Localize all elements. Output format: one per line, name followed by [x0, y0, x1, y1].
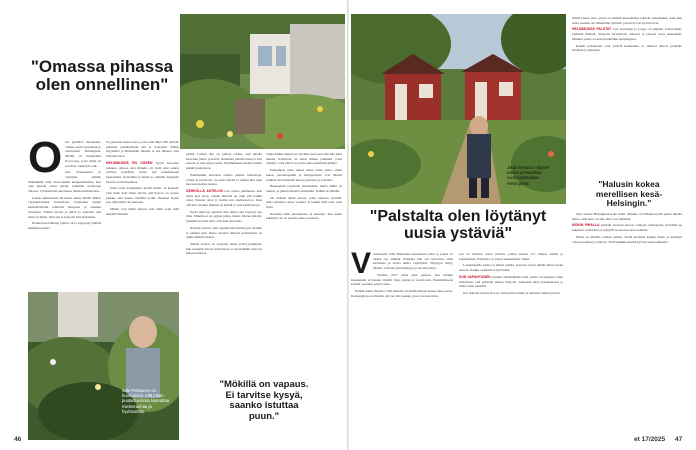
right-top-photo	[351, 14, 566, 204]
left-col4-p5: Kesäisin istun puutarhassa ja katselen, kun kukat kukkivat. Se on parasta aikaa vuodesta.	[266, 211, 342, 221]
right-col3-lead: HELSINKISSÄ PALSTAT	[572, 27, 612, 32]
right-col3-p1: Nämä pienet asiat, joissa on elämän kiertokulku, tekevät onnelliseksi. Aina kun sataa, kastelu on vähemmän työlästä, ja kasvit ovat hyvinvoivia.	[572, 16, 682, 25]
left-col4-p3: Helsingissä taputtelin maalauksia, mutta täällä on rauhaa, ja jaksan ulkoilla enemmän. Kaikki on lähellä.	[266, 184, 342, 193]
right-col2-lead: KUN VAPAHTUNEN	[459, 274, 491, 279]
right-col2-p4: Nyt minulle tuottaa iloa se, että kylvän taimet ja katselen niiden kasvua.	[463, 290, 561, 295]
left-col1-p4: Elokuvassa lähtenyt päätös oli jo kypsynyt päättää kaikkien kanssa.	[28, 221, 101, 230]
left-col3-p2: Edelleenkin kasvatan omalla pihalla tomaatteja, yrttejä ja perunoita. Se antaa mieltä ja rauhaa kun saan itse kasvatettua ruokaa.	[186, 172, 262, 187]
right-col2-p1: sen on löytänyt uusia ystäviä, joiden kanssa voi vaihtaa taimia ja kokemuksia. Palstoilla on paljon kaikenlaista väkeä.	[459, 252, 563, 261]
right-col3-lead2: MÖKIN PIHALLA	[572, 223, 600, 228]
right-col-3-top	[572, 16, 682, 174]
right-col-2	[459, 252, 563, 440]
left-col-3	[186, 152, 262, 386]
right-dropcap: V	[351, 252, 372, 280]
page-gutter	[347, 0, 349, 450]
right-col3-p6: Palsta on minulle rauhan paikka. Siellä unohdan kaiken muun ja keskityn vain kasveihin ja ystäviin. Vielä tänäkin kesänä kylvän uusia lajikkeita.	[572, 234, 682, 244]
right-col3-p5: palstani vieressä kasvaa vanhoja omenapuita. Keväällä ne kukkivat valkoisina ja syksyllä ne antavat satoa kaikille.	[572, 223, 682, 233]
left-col-1	[28, 140, 101, 310]
right-col1-p3: Kaikki tuntui ihanalta, sillä minulla oli mahdollisuus hoitaa omaa palaa. Kaupungissa on tärkeää, että on oma paikka, jossa voi kasvattaa.	[351, 288, 453, 298]
right-photo-caption: Jatta Heinänen viljelee kukkia ja kasviksia vuokrapalstallaan Helsingissä.	[507, 165, 550, 186]
right-folio: et 17/2025	[634, 436, 666, 443]
left-col1-p2: kuu maaseutuun ja oleelliset elämän tärkeimmät asiat. Kasvoimme kaupunkilaisina, kun oma lapseni olivat pieniä, asuimme rivitalossa Salossa. Työskentelin autoalassa mainostoimistoissa.	[28, 170, 101, 194]
left-col2-lead: HELSINKISSÄ EN OSKEN	[106, 160, 153, 165]
left-col3-lead: SÄHKÖLLÄ ASTELLIN	[186, 188, 223, 193]
left-dropcap: O	[28, 140, 63, 182]
right-col3-p2: ovat suosittuja ja jonoja on pitkään. Palstaviljely yhdistää ihmisiä. Naapurit tervehtivät, auttavat ja jakavat satoa keskenään. Minulle palsta on kuin kesämökki kaupungissa.	[572, 27, 682, 41]
right-pullquote: "Halusin kokea merellisen kesä-Helsingin."	[595, 179, 663, 208]
left-col1-p3: Lasten aikuistuessa 90-luvun alussa lähdin SPR:n vapaaehtoiseksi Namibiaan. Palattuani menin kansainvälisiin tehtäviin Kenyaan ja takaisin Suomeen. Tämän kivojä ja päivä ja ajattelin, että tässä on ihana. Otin sen ja kannoin sitä mukanani.	[28, 195, 101, 219]
left-col-4	[266, 152, 342, 382]
left-headline: "Omassa pihassa olen onnellinen"	[30, 57, 174, 94]
right-col-3-bottom	[572, 212, 682, 434]
left-pullquote: "Mökillä on vapaus. Ei tarvitse kysyä, saanko istuttaa puun."	[219, 379, 309, 422]
left-page-number: 46	[14, 436, 22, 443]
left-col2-p3: Etsin uutta kotipaikkaa kesäll tuntin. Ja kaipasin vain lisää. Kun sitten selvisi, että Porvoo on sopiva paikka, sain kauan etsimäni kodin. Onneksi löysin sen, sillä siellä oli puutarha.	[106, 186, 179, 205]
left-col3-p4: Ensin minä en ajatellut sitä, mutta olin löytänyt sen tilan. Minulle ei ole paljon pihaa, mutta viljelen pihalla. Tykkään kovasti siitä, että saan kasvattaa.	[186, 209, 262, 224]
right-page-number: 47	[675, 436, 683, 443]
right-col2-p3: jouduin vähentämään töitä, palsta oli pelastus. Olen kiitollinen, että palstalle pääsee helposti. Aamuisin käyn kastelemassa ja illalla istun penkillä.	[459, 274, 563, 289]
left-col2-p4: Minkä ovat tähän aikaan, kun tämä sopii tällä hetkellä tärkeää.	[106, 207, 179, 216]
left-col3-p5: Kasvien kanssa olen oppinut kärsivällisyyttä. Kaikki ei onnistu heti, mutta vuosien mittaan puutarhasta on tullut minulle tärkeä.	[186, 225, 262, 240]
right-col3-p3: Kaikki palstalaiset ovat ystäviä keskenään, ja yhteiset talkoot pidetään keväisin ja syksyisin.	[572, 43, 682, 53]
left-col4-p2: Puutarhaan tulee laittaa sinne tänne puita. Omat kukat, perennapenkit ja marjapensaat ovat lähellä sydäntä. Kasvimaalla kasvaa perunaa ja salaattia.	[266, 168, 342, 182]
left-col3-p3: tein olleen päätöksen, kun myin koti talon, vaikka minulla on ollut yhä kaikki rahat. Nauran talon ja tiedän sen olemassaolon. Kun olin itse, muutin minusta ja kyläni ja vein kyläni tiloja.	[186, 188, 262, 208]
left-col-2	[106, 140, 179, 290]
left-top-photo	[180, 14, 345, 149]
left-col3-p1: päättä. Lamen alta oli palkon roskaa, että pihalla kasvanut juuret ja kasvit. Ratkaisin pihalle uusia ja loin aarteen ja tein paljon uutta. Ensimmäisen kevään istutin kaikki puutarhaan.	[186, 152, 262, 171]
right-col-1	[351, 252, 453, 440]
right-col3-p4: Olen asunut Helsingissä koko ikäni. Minulle oli tärkeää löytää palsta läheltä merta, sillä meri on aina ollut osa elämääni.	[572, 212, 682, 221]
left-col4-p1: Tämä kaikki tuntuu nyt hyvältä, kun saan elää niin kuin haluan. Kodistani on tullut minun paikkani, jossa viihdyn. Joka päivä on jotain uutta tekemistä pihalla.	[266, 152, 342, 166]
right-col1-p2: Vuonna 2017 minä hain palstaa, kun muutin kaupunkiin ja halusin viljellä. Sain palstan ja aloitin heti. Ensimmäisenä kesänä opettelin paljon uutta.	[351, 272, 453, 287]
left-bottom-photo	[28, 292, 179, 440]
left-col2-p2: hyvin kasvanut paikkaa. Alussa, kun minulla oli vielä ollut suuria ystäviä, pyöräilin, kävin sitä hankkiessani kanssalleni. Kotiuduin ja tunsin jo pitkään. Kaipasin luontoa ja maalaamista.	[106, 160, 179, 184]
left-col2-p1: tä, jaksaisin hoitaa taloa, jossa olisi lähes 200 neliötä, piakasin paaluttamaan sitä ja luottaisin. Päätin myymällä ja Helsinkiin muutin ja sen jälkeen olen hoitanut taloa.	[106, 140, 179, 159]
right-col2-p2: Lastenlapsille palsta on tärkeä paikka, jossa he saavat nähdä, miten ruoka kasvaa. Kaikki osallistuvat kylvöihin.	[459, 263, 563, 273]
left-photo-caption: Sole Pekkanen on huomannut, että pihan puutarhanhoito kasvattaa mielenrauhaa ja hyvinvointia.	[122, 388, 170, 414]
left-col3-p6: Näissä oloissa on syntynyt uusia ystävyyssuhteita, kun naapurit tulevat katsomaan ja kyselemään neuvoja pihan hoidossa.	[186, 241, 262, 256]
right-col1-p1: aahtoiselle Jatta Heinäselle kasvimaan laitto ja palsta on tärkeä osa elämää. Palstalla hän saa kasvattaa omia kasviksia ja tavata muita viljelijöitä. Viljelyyn liittyy hänelle vahvasti yhteisöllisyys ja luontoyhteys.	[373, 252, 453, 271]
right-headline: "Palstalta olen löytänyt uusia ystäviä"	[369, 208, 547, 242]
left-col4-p4: On tärkeää tehdä asioita, jotka tuntuvat hyvältä. Oma puutarha antaa voimaa, ja kaikki mitä teen, teen ilolla.	[266, 195, 342, 210]
left-col1-p1: len pusillisti maalannut, vaikka asuin lapsuuteni ja nuoruuteni Helsingissä. Meillä oli kesämökki Porvoossa, josta minä oli kotoisin. Siellä jäi vaik-	[65, 140, 101, 168]
